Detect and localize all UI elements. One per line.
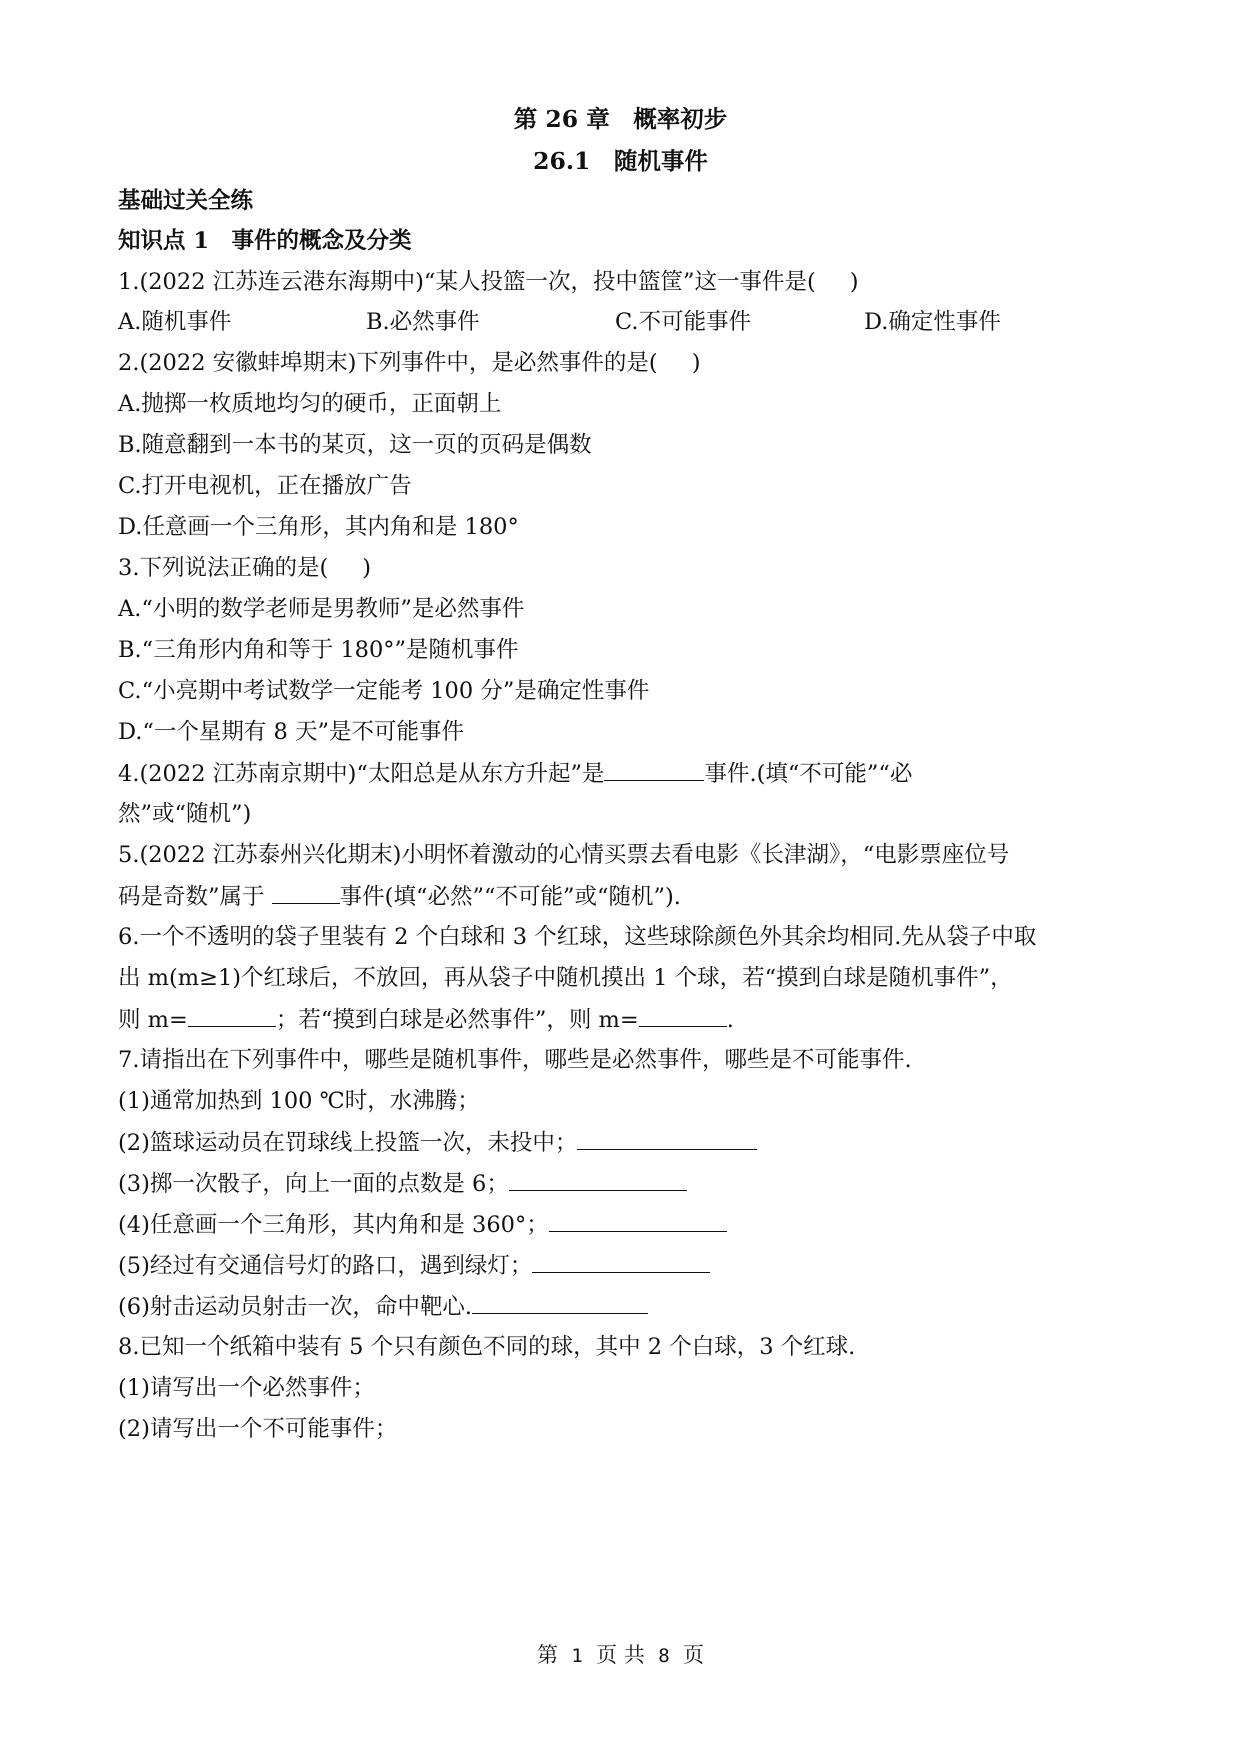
question-6-line-2: 出 m(m≥1)个红球后，不放回，再从袋子中随机摸出 1 个球，若“摸到白球是随机事件”， <box>118 965 1013 991</box>
question-7-stem: 7.请指出在下列事件中，哪些是随机事件，哪些是必然事件，哪些是不可能事件. <box>118 1047 912 1073</box>
question-3-option-c: C.“小亮期中考试数学一定能考 100 分”是确定性事件 <box>118 678 650 704</box>
question-8-stem: 8.已知一个纸箱中装有 5 个只有颜色不同的球，其中 2 个白球，3 个红球. <box>118 1334 856 1360</box>
section-title: 26.1 随机事件 <box>533 147 708 175</box>
heading-practice: 基础过关全练 <box>118 188 254 214</box>
question-3-option-d: D.“一个星期有 8 天”是不可能事件 <box>118 719 465 745</box>
question-4-line-2: 然”或“随机”) <box>118 801 252 827</box>
question-3-option-b: B.“三角形内角和等于 180°”是随机事件 <box>118 637 519 663</box>
question-3-stem: 3.下列说法正确的是( ) <box>118 555 372 581</box>
question-6-line-1: 6.一个不透明的袋子里装有 2 个白球和 3 个红球，这些球除颜色外其余均相同.先从袋子中取 <box>118 924 1037 950</box>
answer-blank[interactable] <box>272 881 340 904</box>
question-4-line-1: 4.(2022 江苏南京期中)“太阳总是从东方升起”是 事件.(填“不可能”“必 <box>118 758 912 789</box>
answer-blank[interactable] <box>509 1168 687 1191</box>
question-7-item-3: (3)掷一次骰子，向上一面的点数是 6； <box>118 1168 687 1199</box>
question-7-item-1: (1)通常加热到 100 ℃时，水沸腾； <box>118 1088 480 1114</box>
answer-blank[interactable] <box>604 758 704 781</box>
question-8-item-1: (1)请写出一个必然事件； <box>118 1375 375 1401</box>
question-5-line-1: 5.(2022 江苏泰州兴化期末)小明怀着激动的心情买票去看电影《长津湖》，“电影票座位号 <box>118 842 1010 868</box>
question-1-stem: 1.(2022 江苏连云港东海期中)“某人投篮一次，投中篮筐”这一事件是( ) <box>118 269 859 295</box>
chapter-title: 第 26 章 概率初步 <box>513 105 728 133</box>
question-3-option-a: A.“小明的数学老师是男教师”是必然事件 <box>118 596 525 622</box>
answer-blank[interactable] <box>532 1250 710 1273</box>
heading-knowledge-point: 知识点 1 事件的概念及分类 <box>118 228 412 254</box>
question-1-option-b: B.必然事件 <box>366 309 480 335</box>
question-2-stem: 2.(2022 安徽蚌埠期末)下列事件中，是必然事件的是( ) <box>118 350 701 376</box>
page-number: 1 <box>571 1645 583 1667</box>
question-7-item-6: (6)射击运动员射击一次，命中靶心. <box>118 1291 648 1322</box>
page-footer: 第 1 页 共 8 页 <box>536 1643 705 1667</box>
question-1-option-d: D.确定性事件 <box>864 309 1001 335</box>
answer-blank[interactable] <box>472 1291 648 1314</box>
answer-blank[interactable] <box>188 1004 276 1027</box>
question-2-option-b: B.随意翻到一本书的某页，这一页的页码是偶数 <box>118 432 592 458</box>
question-7-item-2: (2)篮球运动员在罚球线上投篮一次，未投中； <box>118 1127 757 1158</box>
answer-blank[interactable] <box>639 1004 727 1027</box>
question-2-option-a: A.抛掷一枚质地均匀的硬币，正面朝上 <box>118 391 502 417</box>
page-total: 8 <box>658 1645 670 1667</box>
question-1-option-a: A.随机事件 <box>118 309 232 335</box>
answer-blank[interactable] <box>577 1127 757 1150</box>
question-5-line-2: 码是奇数”属于 事件(填“必然”“不可能”或“随机”). <box>118 881 681 912</box>
question-7-item-5: (5)经过有交通信号灯的路口，遇到绿灯； <box>118 1250 710 1281</box>
question-7-item-4: (4)任意画一个三角形，其内角和是 360°； <box>118 1209 727 1240</box>
question-1-option-c: C.不可能事件 <box>615 309 752 335</box>
question-2-option-c: C.打开电视机，正在播放广告 <box>118 473 412 499</box>
question-2-option-d: D.任意画一个三角形，其内角和是 180° <box>118 514 519 540</box>
question-6-line-3: 则 m= ；若“摸到白球是必然事件”，则 m= . <box>118 1004 734 1035</box>
question-8-item-2: (2)请写出一个不可能事件； <box>118 1416 398 1442</box>
answer-blank[interactable] <box>549 1209 727 1232</box>
question-1-options <box>118 307 1123 337</box>
